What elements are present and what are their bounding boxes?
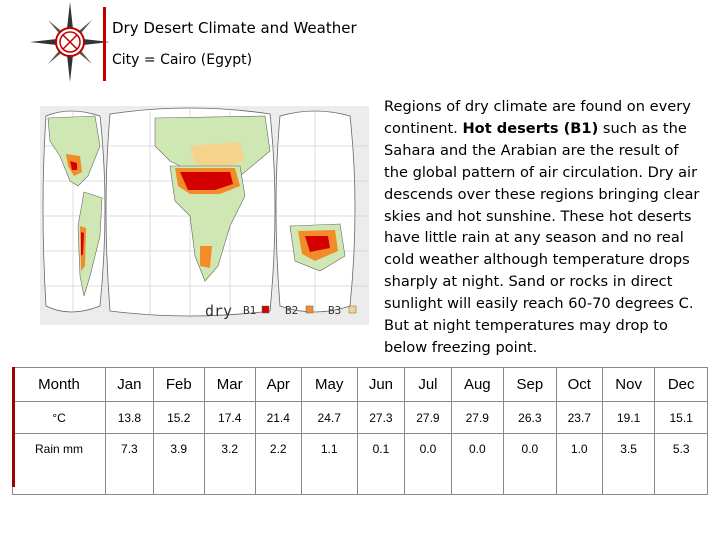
- month-cell: Mar: [204, 368, 255, 402]
- temperature-cell: 26.3: [504, 402, 557, 434]
- rain-cell: 0.1: [357, 434, 405, 495]
- rain-cell: 1.1: [301, 434, 357, 495]
- month-cell: Aug: [451, 368, 504, 402]
- rain-cell: 7.3: [106, 434, 154, 495]
- temperature-cell: 27.9: [405, 402, 451, 434]
- month-header-cell: Month: [13, 368, 106, 402]
- month-cell: Dec: [655, 368, 708, 402]
- rain-cell: 2.2: [255, 434, 301, 495]
- description-paragraph: [384, 96, 704, 359]
- rain-cell: 3.9: [153, 434, 204, 495]
- temperature-cell: 13.8: [106, 402, 154, 434]
- page-subtitle: City = Cairo (Egypt): [112, 52, 253, 68]
- temperature-cell: 17.4: [204, 402, 255, 434]
- month-cell: Apr: [255, 368, 301, 402]
- temperature-label-cell: °C: [13, 402, 106, 434]
- temperature-row: [13, 402, 708, 434]
- rain-cell: 0.0: [504, 434, 557, 495]
- legend-b2-label: B2: [285, 304, 299, 317]
- description-part2: such as the Sahara and the Arabian are the result of the global pattern of air circulation. Dry air descends over these regions bringing clear skies and hot sunshine. These hot deserts have little rain at any season and no real cold weather although temperature drops sharply at night. Sand or rocks in direct sunlight will easily reach 60-70 degrees C. But at night temperatures may drop to below freezing point.: [384, 119, 700, 356]
- rain-cell: 5.3: [655, 434, 708, 495]
- month-cell: Oct: [556, 368, 602, 402]
- month-cell: Nov: [602, 368, 655, 402]
- legend-b1-label: B1: [243, 304, 257, 317]
- legend-b1-swatch: [262, 306, 269, 313]
- description-bold: Hot deserts (B1): [462, 119, 599, 137]
- description-part1: Regions of dry climate are found on every continent.: [384, 98, 691, 137]
- temperature-cell: 24.7: [301, 402, 357, 434]
- rain-row: [13, 434, 708, 495]
- rain-cell: 0.0: [405, 434, 451, 495]
- rain-cell: 3.2: [204, 434, 255, 495]
- month-cell: Jun: [357, 368, 405, 402]
- temperature-cell: 27.9: [451, 402, 504, 434]
- climate-table: [12, 367, 708, 495]
- month-cell: Jul: [405, 368, 451, 402]
- month-cell: Sep: [504, 368, 557, 402]
- month-cell: Feb: [153, 368, 204, 402]
- page-title: Dry Desert Climate and Weather: [112, 19, 357, 37]
- legend-b3-label: B3: [328, 304, 342, 317]
- temperature-cell: 19.1: [602, 402, 655, 434]
- rain-label-cell: Rain mm: [13, 434, 106, 495]
- table-header-row: [13, 368, 708, 402]
- world-dry-climate-map: [40, 106, 369, 325]
- compass-rose-logo: [28, 0, 112, 84]
- legend-dry-label: dry: [205, 302, 233, 320]
- temperature-cell: 15.1: [655, 402, 708, 434]
- temperature-cell: 15.2: [153, 402, 204, 434]
- rain-cell: 1.0: [556, 434, 602, 495]
- month-cell: May: [301, 368, 357, 402]
- table-accent-bar: [12, 367, 15, 487]
- rain-cell: 0.0: [451, 434, 504, 495]
- temperature-cell: 27.3: [357, 402, 405, 434]
- rain-cell: 3.5: [602, 434, 655, 495]
- title-accent-bar: [103, 7, 106, 81]
- temperature-cell: 23.7: [556, 402, 602, 434]
- legend-b2-swatch: [306, 306, 313, 313]
- month-cell: Jan: [106, 368, 154, 402]
- legend-b3-swatch: [349, 306, 356, 313]
- temperature-cell: 21.4: [255, 402, 301, 434]
